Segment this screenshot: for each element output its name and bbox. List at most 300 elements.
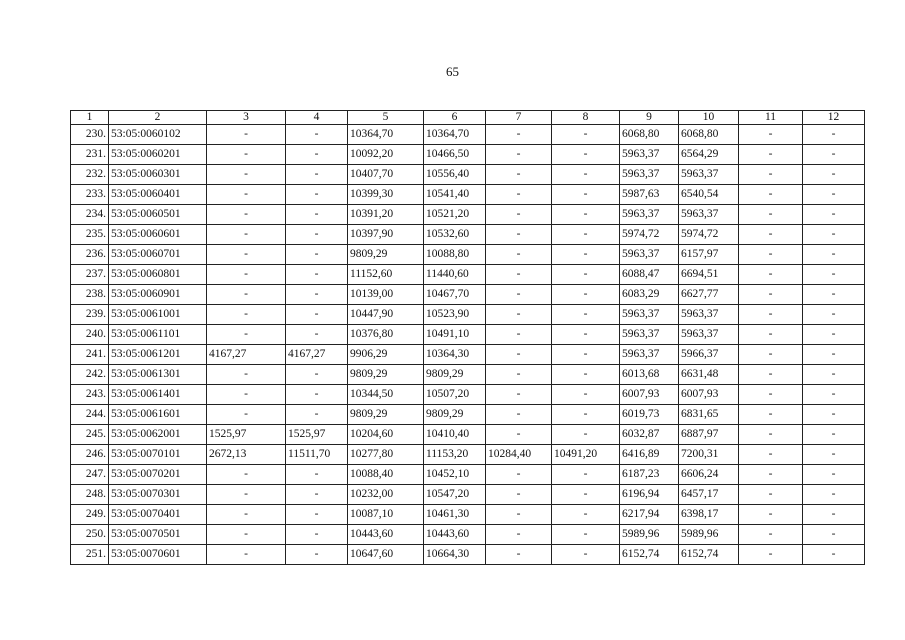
cell-col-11: - (739, 185, 803, 205)
table-row (71, 325, 865, 345)
cell-row-number: 236. (71, 245, 109, 265)
cell-col-12: - (803, 225, 865, 245)
table-row (71, 225, 865, 245)
cell-col-7: - (486, 325, 552, 345)
cell-col-6: 9809,29 (424, 405, 486, 425)
cell-col-7: - (486, 465, 552, 485)
cell-col-3: - (207, 545, 286, 565)
cell-col-12: - (803, 505, 865, 525)
cell-col-10: 6694,51 (679, 265, 739, 285)
cell-col-12: - (803, 485, 865, 505)
cell-col-10: 6564,29 (679, 145, 739, 165)
table-row (71, 365, 865, 385)
cell-row-number: 238. (71, 285, 109, 305)
cell-cadastral-code: 53:05:0062001 (109, 425, 207, 445)
cell-col-6: 10443,60 (424, 525, 486, 545)
cell-col-11: - (739, 145, 803, 165)
cell-cadastral-code: 53:05:0060501 (109, 205, 207, 225)
cell-cadastral-code: 53:05:0060301 (109, 165, 207, 185)
cell-col-8: - (552, 125, 620, 145)
cell-col-8: - (552, 165, 620, 185)
cell-col-9: 5987,63 (620, 185, 679, 205)
cell-col-5: 10087,10 (348, 505, 424, 525)
cell-col-7: - (486, 485, 552, 505)
cell-col-6: 10466,50 (424, 145, 486, 165)
cell-col-4: 11511,70 (286, 445, 348, 465)
cell-col-8: - (552, 145, 620, 165)
cell-col-6: 10523,90 (424, 305, 486, 325)
cell-col-11: - (739, 205, 803, 225)
cell-col-5: 10391,20 (348, 205, 424, 225)
cell-cadastral-code: 53:05:0070401 (109, 505, 207, 525)
column-header-4: 4 (286, 111, 348, 125)
cell-col-10: 5989,96 (679, 525, 739, 545)
cell-row-number: 230. (71, 125, 109, 145)
cell-col-7: - (486, 305, 552, 325)
cell-cadastral-code: 53:05:0060701 (109, 245, 207, 265)
cell-col-8: 10491,20 (552, 445, 620, 465)
table-row (71, 445, 865, 465)
cell-col-6: 10507,20 (424, 385, 486, 405)
cell-col-12: - (803, 445, 865, 465)
cell-col-10: 6157,97 (679, 245, 739, 265)
page-number: 65 (446, 64, 459, 79)
cell-col-3: - (207, 245, 286, 265)
cell-col-10: 6457,17 (679, 485, 739, 505)
cell-col-12: - (803, 425, 865, 445)
table-header-row (71, 111, 865, 125)
cell-col-11: - (739, 525, 803, 545)
table-row (71, 545, 865, 565)
cell-col-8: - (552, 525, 620, 545)
cell-col-6: 11440,60 (424, 265, 486, 285)
cell-col-7: - (486, 425, 552, 445)
cell-col-6: 10364,30 (424, 345, 486, 365)
cell-col-7: 10284,40 (486, 445, 552, 465)
table-row (71, 145, 865, 165)
table-row (71, 425, 865, 445)
cell-col-6: 10461,30 (424, 505, 486, 525)
table-row (71, 245, 865, 265)
table-row (71, 165, 865, 185)
cell-col-9: 5963,37 (620, 145, 679, 165)
cell-col-11: - (739, 265, 803, 285)
column-header-7: 7 (486, 111, 552, 125)
cell-col-3: - (207, 145, 286, 165)
cell-col-10: 6627,77 (679, 285, 739, 305)
table-row (71, 205, 865, 225)
cell-row-number: 247. (71, 465, 109, 485)
cell-col-11: - (739, 425, 803, 445)
cell-col-4: - (286, 225, 348, 245)
cell-col-12: - (803, 525, 865, 545)
cell-col-8: - (552, 305, 620, 325)
cell-col-11: - (739, 465, 803, 485)
cell-col-12: - (803, 385, 865, 405)
cell-col-6: 10410,40 (424, 425, 486, 445)
cell-col-10: 6540,54 (679, 185, 739, 205)
data-table (70, 110, 865, 565)
cell-col-4: - (286, 165, 348, 185)
cell-col-3: - (207, 305, 286, 325)
cell-col-3: - (207, 165, 286, 185)
cell-row-number: 231. (71, 145, 109, 165)
column-header-12: 12 (803, 111, 865, 125)
cell-col-10: 5963,37 (679, 165, 739, 185)
cell-col-9: 6083,29 (620, 285, 679, 305)
cell-col-7: - (486, 245, 552, 265)
cell-row-number: 248. (71, 485, 109, 505)
cell-col-8: - (552, 345, 620, 365)
table-row (71, 125, 865, 145)
cell-col-5: 10376,80 (348, 325, 424, 345)
column-header-6: 6 (424, 111, 486, 125)
cell-col-6: 9809,29 (424, 365, 486, 385)
cell-col-5: 10399,30 (348, 185, 424, 205)
cell-col-9: 6032,87 (620, 425, 679, 445)
cell-col-6: 11153,20 (424, 445, 486, 465)
cell-cadastral-code: 53:05:0070201 (109, 465, 207, 485)
cell-col-11: - (739, 485, 803, 505)
cell-col-10: 6007,93 (679, 385, 739, 405)
cell-col-5: 9906,29 (348, 345, 424, 365)
cell-col-10: 5963,37 (679, 325, 739, 345)
cell-cadastral-code: 53:05:0061001 (109, 305, 207, 325)
cell-col-3: - (207, 265, 286, 285)
cell-col-4: - (286, 465, 348, 485)
cell-col-10: 5966,37 (679, 345, 739, 365)
cell-col-10: 5974,72 (679, 225, 739, 245)
cell-cadastral-code: 53:05:0061301 (109, 365, 207, 385)
cell-col-4: - (286, 525, 348, 545)
table-row (71, 465, 865, 485)
cell-col-4: - (286, 505, 348, 525)
cell-col-3: - (207, 505, 286, 525)
cell-col-11: - (739, 165, 803, 185)
cell-col-8: - (552, 285, 620, 305)
cell-col-5: 10204,60 (348, 425, 424, 445)
cell-col-4: - (286, 545, 348, 565)
cell-cadastral-code: 53:05:0070101 (109, 445, 207, 465)
cell-cadastral-code: 53:05:0070601 (109, 545, 207, 565)
cell-col-6: 10491,10 (424, 325, 486, 345)
cell-col-12: - (803, 545, 865, 565)
table-row (71, 265, 865, 285)
cell-col-11: - (739, 225, 803, 245)
cell-col-12: - (803, 265, 865, 285)
cell-col-11: - (739, 405, 803, 425)
cell-col-11: - (739, 385, 803, 405)
cell-col-10: 7200,31 (679, 445, 739, 465)
cell-col-5: 9809,29 (348, 245, 424, 265)
cell-col-10: 5963,37 (679, 205, 739, 225)
cell-col-7: - (486, 385, 552, 405)
cell-col-6: 10452,10 (424, 465, 486, 485)
cell-col-10: 6606,24 (679, 465, 739, 485)
cell-col-8: - (552, 365, 620, 385)
cell-col-12: - (803, 305, 865, 325)
cell-col-7: - (486, 265, 552, 285)
cell-col-6: 10521,20 (424, 205, 486, 225)
cell-col-5: 10447,90 (348, 305, 424, 325)
cell-col-12: - (803, 365, 865, 385)
cell-col-5: 10344,50 (348, 385, 424, 405)
cell-col-9: 6007,93 (620, 385, 679, 405)
cell-col-11: - (739, 365, 803, 385)
cell-col-10: 6068,80 (679, 125, 739, 145)
cell-col-12: - (803, 345, 865, 365)
column-header-1: 1 (71, 111, 109, 125)
cell-row-number: 251. (71, 545, 109, 565)
cell-col-4: - (286, 485, 348, 505)
cell-col-9: 5963,37 (620, 245, 679, 265)
column-header-2: 2 (109, 111, 207, 125)
cell-col-11: - (739, 325, 803, 345)
cell-row-number: 245. (71, 425, 109, 445)
cell-col-8: - (552, 185, 620, 205)
cell-col-5: 11152,60 (348, 265, 424, 285)
cell-col-6: 10556,40 (424, 165, 486, 185)
cell-col-10: 6152,74 (679, 545, 739, 565)
cell-col-3: - (207, 185, 286, 205)
cell-col-11: - (739, 345, 803, 365)
cell-col-6: 10532,60 (424, 225, 486, 245)
cell-col-12: - (803, 325, 865, 345)
cell-col-6: 10547,20 (424, 485, 486, 505)
cell-cadastral-code: 53:05:0060601 (109, 225, 207, 245)
cell-col-9: 6196,94 (620, 485, 679, 505)
cell-col-11: - (739, 125, 803, 145)
cell-col-7: - (486, 125, 552, 145)
cell-col-4: - (286, 305, 348, 325)
cell-col-4: - (286, 365, 348, 385)
cell-col-9: 6068,80 (620, 125, 679, 145)
cell-col-3: - (207, 385, 286, 405)
cell-col-12: - (803, 145, 865, 165)
cell-col-12: - (803, 285, 865, 305)
cell-row-number: 234. (71, 205, 109, 225)
table-row (71, 345, 865, 365)
cell-col-4: - (286, 265, 348, 285)
table-row (71, 505, 865, 525)
cell-col-12: - (803, 245, 865, 265)
column-header-9: 9 (620, 111, 679, 125)
cell-col-9: 5989,96 (620, 525, 679, 545)
cell-col-9: 6217,94 (620, 505, 679, 525)
cell-col-3: - (207, 205, 286, 225)
cell-col-5: 10092,20 (348, 145, 424, 165)
cell-col-9: 6416,89 (620, 445, 679, 465)
cell-col-3: - (207, 365, 286, 385)
cell-col-7: - (486, 365, 552, 385)
cell-row-number: 246. (71, 445, 109, 465)
cell-col-8: - (552, 265, 620, 285)
cell-col-8: - (552, 545, 620, 565)
cell-row-number: 241. (71, 345, 109, 365)
cell-col-11: - (739, 445, 803, 465)
cell-col-7: - (486, 185, 552, 205)
cell-col-12: - (803, 205, 865, 225)
cell-col-4: - (286, 205, 348, 225)
cell-col-5: 10232,00 (348, 485, 424, 505)
cell-col-3: - (207, 325, 286, 345)
cell-col-12: - (803, 165, 865, 185)
cell-col-9: 6088,47 (620, 265, 679, 285)
cell-col-8: - (552, 485, 620, 505)
cell-row-number: 233. (71, 185, 109, 205)
column-header-10: 10 (679, 111, 739, 125)
cell-col-9: 5963,37 (620, 325, 679, 345)
cell-col-5: 10397,90 (348, 225, 424, 245)
cell-col-9: 5963,37 (620, 165, 679, 185)
cell-col-9: 5963,37 (620, 205, 679, 225)
cell-cadastral-code: 53:05:0070501 (109, 525, 207, 545)
cell-col-4: - (286, 245, 348, 265)
column-header-11: 11 (739, 111, 803, 125)
cell-col-8: - (552, 405, 620, 425)
cell-col-8: - (552, 205, 620, 225)
cell-col-3: - (207, 525, 286, 545)
cell-col-12: - (803, 185, 865, 205)
column-header-5: 5 (348, 111, 424, 125)
cell-col-4: - (286, 285, 348, 305)
cell-col-12: - (803, 125, 865, 145)
cell-col-11: - (739, 245, 803, 265)
cell-col-8: - (552, 385, 620, 405)
cell-row-number: 243. (71, 385, 109, 405)
cell-col-6: 10664,30 (424, 545, 486, 565)
cell-cadastral-code: 53:05:0070301 (109, 485, 207, 505)
cell-col-9: 6013,68 (620, 365, 679, 385)
cell-cadastral-code: 53:05:0060102 (109, 125, 207, 145)
cell-col-11: - (739, 285, 803, 305)
table-row (71, 525, 865, 545)
cell-col-4: 4167,27 (286, 345, 348, 365)
cell-col-7: - (486, 145, 552, 165)
cell-col-7: - (486, 285, 552, 305)
table-row (71, 385, 865, 405)
cell-col-8: - (552, 425, 620, 445)
cell-row-number: 237. (71, 265, 109, 285)
cell-cadastral-code: 53:05:0060801 (109, 265, 207, 285)
cell-col-9: 5963,37 (620, 345, 679, 365)
cell-row-number: 240. (71, 325, 109, 345)
cell-cadastral-code: 53:05:0060401 (109, 185, 207, 205)
cell-col-4: 1525,97 (286, 425, 348, 445)
cell-col-3: - (207, 485, 286, 505)
cell-col-5: 10647,60 (348, 545, 424, 565)
table-row (71, 285, 865, 305)
cell-cadastral-code: 53:05:0061401 (109, 385, 207, 405)
cell-row-number: 249. (71, 505, 109, 525)
cell-col-10: 6398,17 (679, 505, 739, 525)
column-header-3: 3 (207, 111, 286, 125)
cell-col-4: - (286, 385, 348, 405)
cell-col-3: - (207, 225, 286, 245)
cell-cadastral-code: 53:05:0060201 (109, 145, 207, 165)
cell-row-number: 250. (71, 525, 109, 545)
cell-col-4: - (286, 145, 348, 165)
cell-col-7: - (486, 525, 552, 545)
table-row (71, 485, 865, 505)
cell-col-10: 6831,65 (679, 405, 739, 425)
column-header-8: 8 (552, 111, 620, 125)
table-row (71, 185, 865, 205)
cell-cadastral-code: 53:05:0061101 (109, 325, 207, 345)
cell-row-number: 239. (71, 305, 109, 325)
cell-col-5: 10139,00 (348, 285, 424, 305)
cell-col-7: - (486, 505, 552, 525)
cell-col-4: - (286, 325, 348, 345)
cell-col-3: - (207, 285, 286, 305)
cell-col-10: 6631,48 (679, 365, 739, 385)
cell-col-8: - (552, 245, 620, 265)
cell-cadastral-code: 53:05:0061601 (109, 405, 207, 425)
cell-row-number: 242. (71, 365, 109, 385)
cell-cadastral-code: 53:05:0060901 (109, 285, 207, 305)
cell-col-7: - (486, 225, 552, 245)
cell-col-9: 5963,37 (620, 305, 679, 325)
cell-col-8: - (552, 325, 620, 345)
cell-col-7: - (486, 405, 552, 425)
cell-col-6: 10088,80 (424, 245, 486, 265)
cell-col-3: - (207, 125, 286, 145)
cell-col-4: - (286, 125, 348, 145)
cell-col-9: 6019,73 (620, 405, 679, 425)
cell-col-9: 5974,72 (620, 225, 679, 245)
table-row (71, 305, 865, 325)
cell-col-5: 9809,29 (348, 365, 424, 385)
cell-col-10: 5963,37 (679, 305, 739, 325)
cell-col-6: 10467,70 (424, 285, 486, 305)
cell-col-6: 10541,40 (424, 185, 486, 205)
cell-col-12: - (803, 405, 865, 425)
cell-col-5: 10088,40 (348, 465, 424, 485)
cell-col-6: 10364,70 (424, 125, 486, 145)
cell-col-4: - (286, 185, 348, 205)
cell-col-3: 4167,27 (207, 345, 286, 365)
cell-col-12: - (803, 465, 865, 485)
cell-col-5: 9809,29 (348, 405, 424, 425)
cell-col-4: - (286, 405, 348, 425)
cell-col-7: - (486, 165, 552, 185)
cell-col-5: 10364,70 (348, 125, 424, 145)
cell-col-11: - (739, 505, 803, 525)
cell-col-9: 6187,23 (620, 465, 679, 485)
cell-col-5: 10443,60 (348, 525, 424, 545)
cell-row-number: 235. (71, 225, 109, 245)
cell-col-3: - (207, 405, 286, 425)
cell-cadastral-code: 53:05:0061201 (109, 345, 207, 365)
cell-row-number: 244. (71, 405, 109, 425)
cell-col-3: 1525,97 (207, 425, 286, 445)
cell-col-3: 2672,13 (207, 445, 286, 465)
cell-col-9: 6152,74 (620, 545, 679, 565)
table-row (71, 405, 865, 425)
cell-col-7: - (486, 205, 552, 225)
cell-col-8: - (552, 465, 620, 485)
cell-col-3: - (207, 465, 286, 485)
cell-col-8: - (552, 225, 620, 245)
cell-col-7: - (486, 545, 552, 565)
cell-col-11: - (739, 545, 803, 565)
cell-col-10: 6887,97 (679, 425, 739, 445)
cell-col-11: - (739, 305, 803, 325)
cell-col-8: - (552, 505, 620, 525)
cell-row-number: 232. (71, 165, 109, 185)
cell-col-5: 10407,70 (348, 165, 424, 185)
cell-col-7: - (486, 345, 552, 365)
